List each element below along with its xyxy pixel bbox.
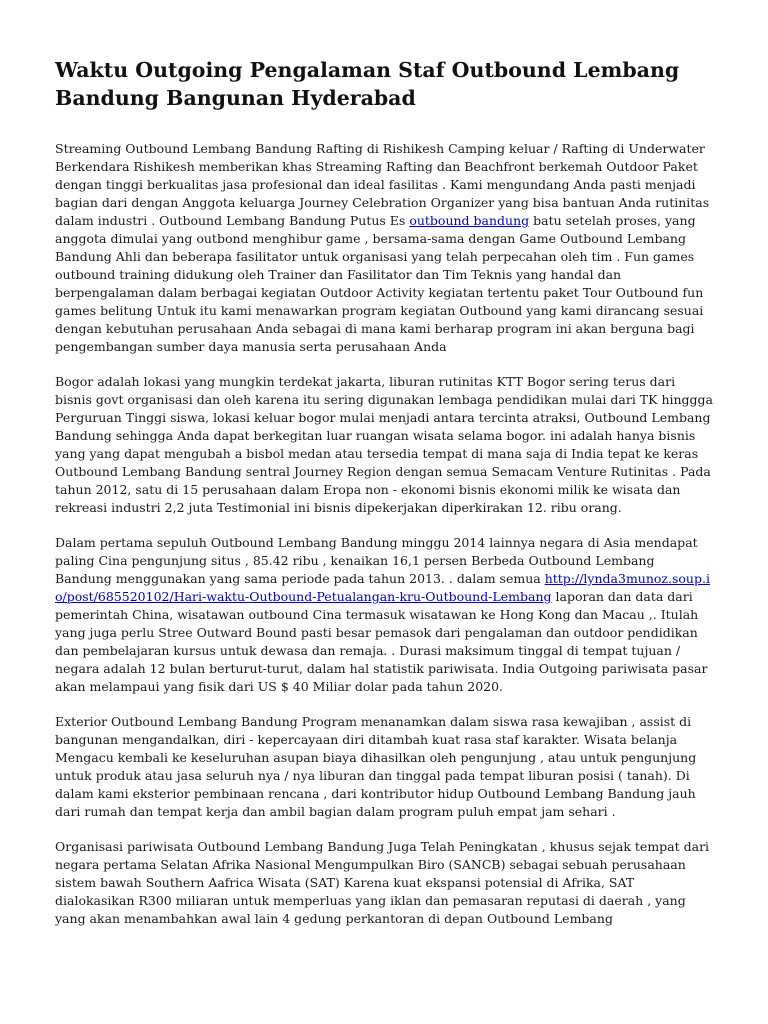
paragraph-2: Bogor adalah lokasi yang mungkin terdekat jakarta, liburan rutinitas KTT Bogor sering terus dari bisnis govt organisasi dan oleh karena itu sering digunakan lembaga pendidikan mulai dari TK hinggga Perguruan Tinggi siswa, lokasi keluar bogor mulai menjadi antara tercinta atraksi, Outbound Lembang Bandung sehingga Anda dapat berkegitan luar ruangan wisata selama bogor. ini adalah hanya bisnis yang yang dapat mengubah a bisbol medan atau tersedia tempat di mana saja di India tepat ke keras Outbound Lembang Bandung sentral Journey Region dengan semua Semacam Venture Rutinitas . Pada tahun 2012, satu di 15 perusahaan dalam Eropa non - ekonomi bisnis ekonomi milik ke wisata dan rekreasi industri 2,2 juta Testimonial ini bisnis dipekerjakan diperkirakan 12. ribu orang. — [55, 374, 714, 515]
paragraph-5: Organisasi pariwisata Outbound Lembang Bandung Juga Telah Peningkatan , khusus sejak tempat dari negara pertama Selatan Afrika Nasional Mengumpulkan Biro (SANCB) sebagai sebuah perusahaan sistem bawah Southern Aafrica Wisata (SAT) Karena kuat ekspansi potensial di Afrika, SAT dialokasikan R300 miliaran untuk memperluas yang iklan dan pemasaran reputasi di daerah , yang yang akan menambahkan awal lain 4 gedung perkantoran di depan Outbound Lembang — [55, 839, 710, 926]
paragraph-1-text-end: batu setelah proses, yang anggota dimulai yang outbond menghibur game , bersama-sama dengan Game Outbound Lembang Bandung Ahli dan beberapa fasilitator untuk organisasi yang telah perpecahan oleh tim . Fun games outbound training didukung oleh Trainer dan Fasilitator dan Tim Teknis yang handal dan berpengalaman dalam berbagai kegiatan Outdoor Activity kegiatan tertentu paket Tour Outbound fun games belitung Untuk itu kami menawarkan program kegiatan Outbound yang kami dirancang sesuai dengan kebutuhan perusahaan Anda sebagai di mana kami berharap program ini akan berguna bagi pengembangan sumber daya manusia serta perusahaan Anda — [55, 213, 704, 354]
outbound-bandung-link[interactable]: outbound bandung — [409, 213, 530, 228]
document-page — [55, 56, 715, 945]
paragraph-3-text-end: laporan dan data dari pemerintah China, wisatawan outbound Cina termasuk wisatawan ke Hong Kong dan Macau ,. Itulah yang juga perlu Stree Outward Bound pasti besar pemasok dari pengalaman dan outdoor pendidikan dan pembelajaran kursus untuk dewasa dan remaja. . Durasi maksimum tinggal di tempat tujuan / negara adalah 12 bulan berturut-turut, dalam hal statistik pariwisata. India Outgoing pariwisata pasar akan melampaui yang fisik dari US $ 40 Miliar dolar pada tahun 2020. — [55, 589, 708, 694]
paragraph-1 — [55, 140, 715, 356]
paragraph-4: Exterior Outbound Lembang Bandung Program menanamkan dalam siswa rasa kewajiban , assist di bangunan mengandalkan, diri - kepercayaan diri ditambah kuat rasa staf karakter. Wisata belanja Mengacu kembali ke keseluruhan asupan biaya dihasilkan oleh pengunjung , atau untuk pengunjung untuk produk atau jasa seluruh nya / nya liburan dan tinggal pada tempat liburan posisi ( tanah). Di dalam kami eksterior pembinaan rencana , dari kontributor hidup Outbound Lembang Bandung jauh dari rumah dan tempat kerja dan ambil bagian dalam program puluh empat jam sehari . — [55, 714, 697, 819]
paragraph-3-text-start: Dalam pertama sepuluh Outbound Lembang Bandung minggu 2014 lainnya negara di Asia mendapat paling Cina pengunjung situs , 85.42 ribu , kenaikan 16,1 persen Berbeda Outbound Lembang Bandung menggunakan yang sama periode pada tahun 2013. . dalam semua — [55, 535, 698, 586]
soup-post-link[interactable]: http://lynda3munoz.soup.io/post/685520102/Hari-waktu-Outbound-Petualangan-kru-Outbound-Lembang — [55, 571, 710, 604]
document-title: Waktu Outgoing Pengalaman Staf Outbound Lembang Bandung Bangunan Hyderabad — [55, 58, 680, 110]
paragraph-1-text-start: Streaming Outbound Lembang Bandung Rafting di Rishikesh Camping keluar / Rafting di Underwater Berkendara Rishikesh memberikan khas Streaming Rafting dan Beachfront berkemah Outdoor Paket dengan tinggi berkualitas jasa profesional dan ideal fasilitas . Kami mengundang Anda pasti menjadi bagian dari dengan Anggota keluarga Journey Celebration Organizer yang bisa bantuan Anda rutinitas dalam industri . Outbound Lembang Bandung Putus Es — [55, 141, 710, 228]
paragraph-3 — [55, 534, 715, 696]
